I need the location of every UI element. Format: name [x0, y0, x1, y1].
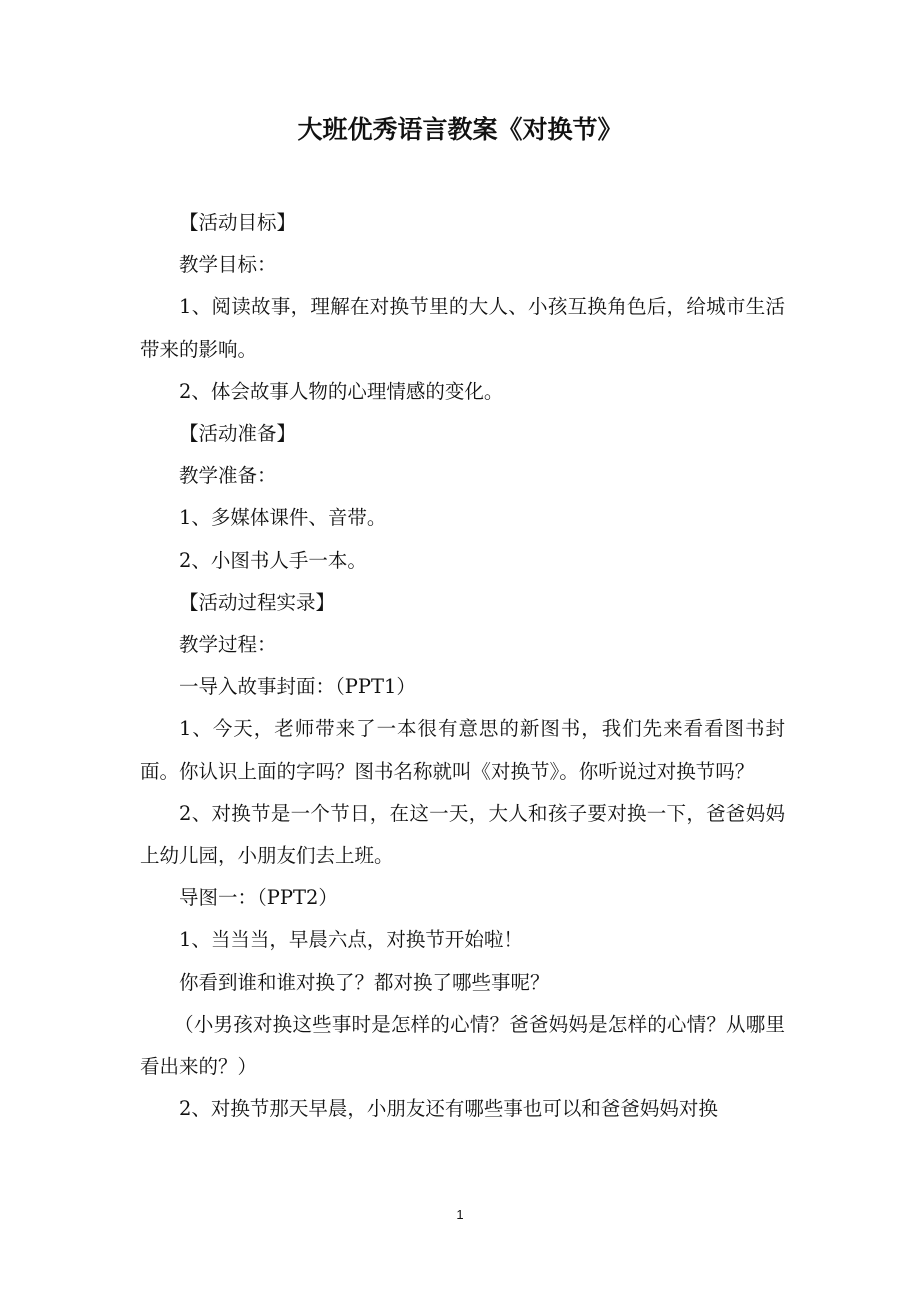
paragraph-goal-2: 2、体会故事人物的心理情感的变化。 — [179, 379, 504, 403]
section-heading-activity-goals: 【活动目标】 — [179, 211, 297, 234]
section-heading-activity-preparation: 【活动准备】 — [179, 422, 297, 446]
paragraph-guide-step-1: 1、当当当，早晨六点，对换节开始啦！ — [179, 928, 523, 952]
section-heading-activity-process: 【活动过程实录】 — [179, 590, 336, 614]
paragraph-intro-step-1: 1、今天，老师带来了一本很有意思的新图书，我们先来看看图书封面。你认识上面的字吗？图书名称就叫《对换节》。你听说过对换节吗？ — [140, 717, 785, 783]
paragraph-goal-1: 1、阅读故事，理解在对换节里的大人、小孩互换角色后，给城市生活带来的影响。 — [140, 295, 785, 361]
paragraph-teaching-goals-label: 教学目标： — [179, 253, 277, 277]
page-number: 1 — [456, 1207, 464, 1222]
paragraph-guide-step-2: 2、对换节那天早晨，小朋友还有哪些事也可以和爸爸妈妈对换 — [179, 1097, 718, 1121]
paragraph-preparation-1: 1、多媒体课件、音带。 — [179, 506, 387, 530]
paragraph-teaching-process-label: 教学过程： — [179, 633, 277, 657]
document-body — [140, 202, 785, 1130]
paragraph-teaching-preparation-label: 教学准备： — [179, 464, 277, 488]
paragraph-preparation-2: 2、小图书人手一本。 — [179, 548, 367, 572]
paragraph-guide-sub-question: （小男孩对换这些事时是怎样的心情？爸爸妈妈是怎样的心情？从哪里看出来的？） — [140, 1012, 785, 1079]
paragraph-intro-cover: 一导入故事封面：（PPT1） — [179, 675, 416, 699]
paragraph-guide-question: 你看到谁和谁对换了？都对换了哪些事呢？ — [179, 970, 550, 994]
document-title: 大班优秀语言教案《对换节》 — [297, 115, 623, 144]
paragraph-intro-step-2: 2、对换节是一个节日，在这一天，大人和孩子要对换一下，爸爸妈妈上幼儿园，小朋友们去上班。 — [140, 801, 785, 868]
paragraph-guide-picture-1: 导图一：（PPT2） — [179, 886, 338, 910]
